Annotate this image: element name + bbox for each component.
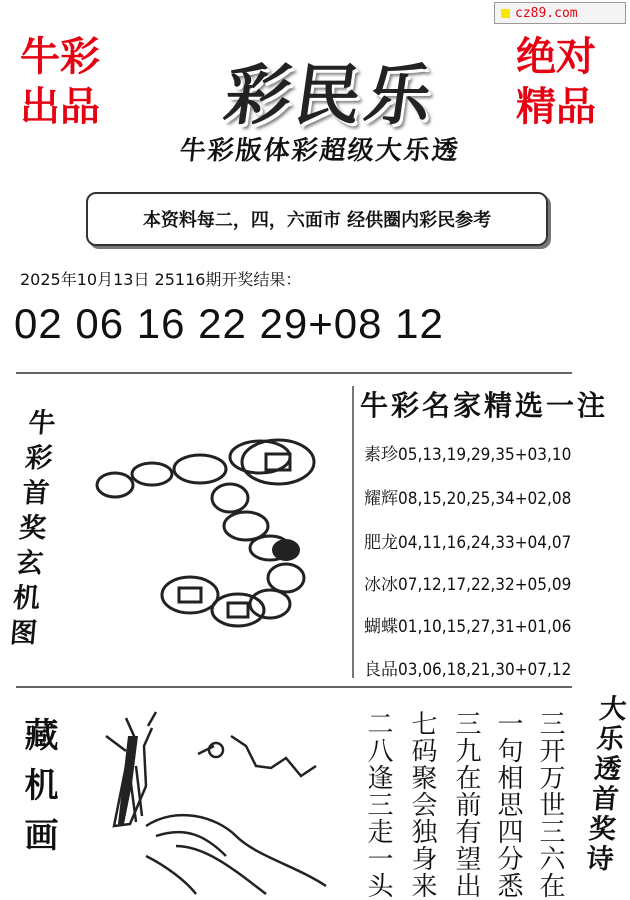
chain-link xyxy=(250,590,290,618)
badge-square-icon xyxy=(501,9,510,18)
result-label: 2025年10月13日 25116期开奖结果： xyxy=(20,270,302,289)
coin-hole xyxy=(228,603,248,617)
mystery-chart-drawing xyxy=(60,420,350,670)
divider-bottom xyxy=(16,686,572,688)
hidden-picture-drawing xyxy=(86,706,348,896)
picks-title: 牛彩名家精选一注 xyxy=(360,389,609,422)
notice-box xyxy=(86,192,548,246)
site-url: cz89.com xyxy=(515,5,578,21)
subtitle: 牛彩版体彩超级大乐透 xyxy=(178,136,462,166)
coin-ring xyxy=(242,440,314,484)
pick-row: 良品03,06,18,21,30+07,12 xyxy=(364,660,572,680)
chain-link xyxy=(212,484,248,512)
left-corner-text: 牛彩 出品 xyxy=(20,33,100,130)
poem-line: 一句相思四分悉 xyxy=(493,710,523,899)
moon-circle xyxy=(209,743,223,757)
coin-ring xyxy=(162,577,218,613)
rock-lines xyxy=(146,815,326,894)
page-title: 彩民乐 xyxy=(219,56,441,134)
chain-link xyxy=(268,564,304,592)
site-badge[interactable] xyxy=(494,2,626,24)
pick-row: 素珍05,13,19,29,35+03,10 xyxy=(364,445,572,465)
poem-line: 二八逢三走一头 xyxy=(363,710,393,899)
pick-row: 冰冰07,12,17,22,32+05,09 xyxy=(364,575,572,595)
filled-link xyxy=(272,539,300,561)
divider-top xyxy=(16,372,572,374)
poem-line: 三九在前有望出 xyxy=(451,710,481,899)
coin-hole xyxy=(179,588,201,602)
right-corner-text: 绝对 精品 xyxy=(516,33,596,130)
chain-link xyxy=(230,441,290,473)
chain-link xyxy=(174,455,226,483)
coin-ring xyxy=(212,594,264,626)
pick-row: 蝴蝶01,10,15,27,31+01,06 xyxy=(364,617,572,637)
poem-line: 三开万世三六在 xyxy=(535,710,565,899)
result-numbers: 02 06 16 22 29+08 12 xyxy=(14,300,444,347)
hidden-picture-label: 藏机画 xyxy=(18,717,58,867)
chain-link xyxy=(132,463,172,485)
pick-row: 肥龙04,11,16,24,33+04,07 xyxy=(364,533,572,553)
divider-vertical xyxy=(352,386,354,678)
coin-hole xyxy=(266,454,290,470)
pick-row: 耀辉08,15,20,25,34+02,08 xyxy=(364,489,572,509)
poem-title: 大乐透首奖诗 xyxy=(580,694,627,874)
notice-text: 本资料每二，四，六面市 经供圈内彩民参考 xyxy=(142,210,492,231)
poem-line: 七码聚会独身来 xyxy=(407,710,437,899)
chain-link xyxy=(97,473,133,497)
mystery-chart-label: 牛彩首奖玄机图 xyxy=(3,408,56,653)
